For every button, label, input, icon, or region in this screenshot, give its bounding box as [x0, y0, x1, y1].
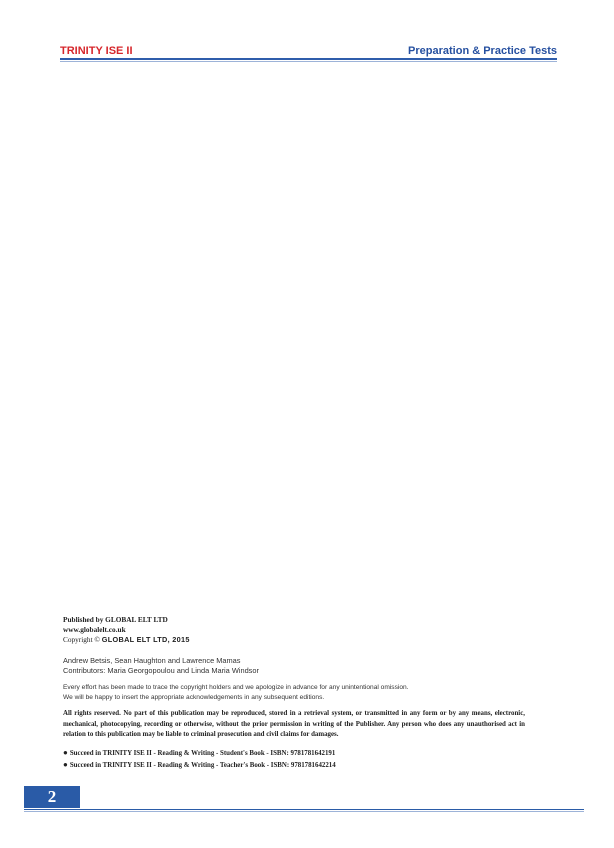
isbn-text: Succeed in TRINITY ISE II - Reading & Writing - Student's Book - ISBN: 9781781642191: [69, 749, 336, 757]
contributors: Contributors: Maria Georgopoulou and Linda Maria Windsor: [63, 666, 259, 675]
bullet-icon: ●: [63, 747, 68, 757]
isbn-text: Succeed in TRINITY ISE II - Reading & Writing - Teacher's Book - ISBN: 9781781642214: [69, 761, 336, 769]
copyright-notice-2: We will be happy to insert the appropriate acknowledgements in any subsequent editions.: [63, 694, 325, 701]
copyright-notice-1: Every effort has been made to trace the copyright holders and we apologize in advance for any unintentional omission.: [63, 684, 409, 691]
copyright-line: [63, 635, 543, 645]
header-series-title: TRINITY ISE II: [60, 45, 133, 57]
page-number: 2: [24, 786, 80, 808]
copyright-prefix: Copyright ©: [63, 635, 100, 644]
bullet-icon: ●: [63, 759, 68, 769]
header-rule: [60, 58, 557, 60]
publisher-website: www.globalelt.co.uk: [63, 625, 126, 634]
imprint-block: [63, 615, 543, 771]
isbn-item: [63, 747, 543, 759]
authors: Andrew Betsis, Sean Haughton and Lawrence Mamas: [63, 656, 241, 665]
published-by: Published by GLOBAL ELT LTD: [63, 615, 168, 624]
footer-rule: [24, 809, 584, 810]
footer-rule-thin: [24, 811, 584, 812]
isbn-item: [63, 759, 543, 771]
header-book-title: Preparation & Practice Tests: [408, 45, 557, 57]
header-rule-thin: [60, 61, 557, 62]
rights-statement: All rights reserved. No part of this publication may be reproduced, stored in a retrieval system, or transmitted in any form or by any means, electronic, mechanical, photocopying, recording or otherwise, without the prior permission in writing of the Publisher. Any person who does any unauthorised act in relation to this publication may be liable to criminal prosecution and civil claims for damages.: [63, 710, 525, 738]
copyright-holder: GLOBAL ELT LTD, 2015: [101, 635, 190, 644]
